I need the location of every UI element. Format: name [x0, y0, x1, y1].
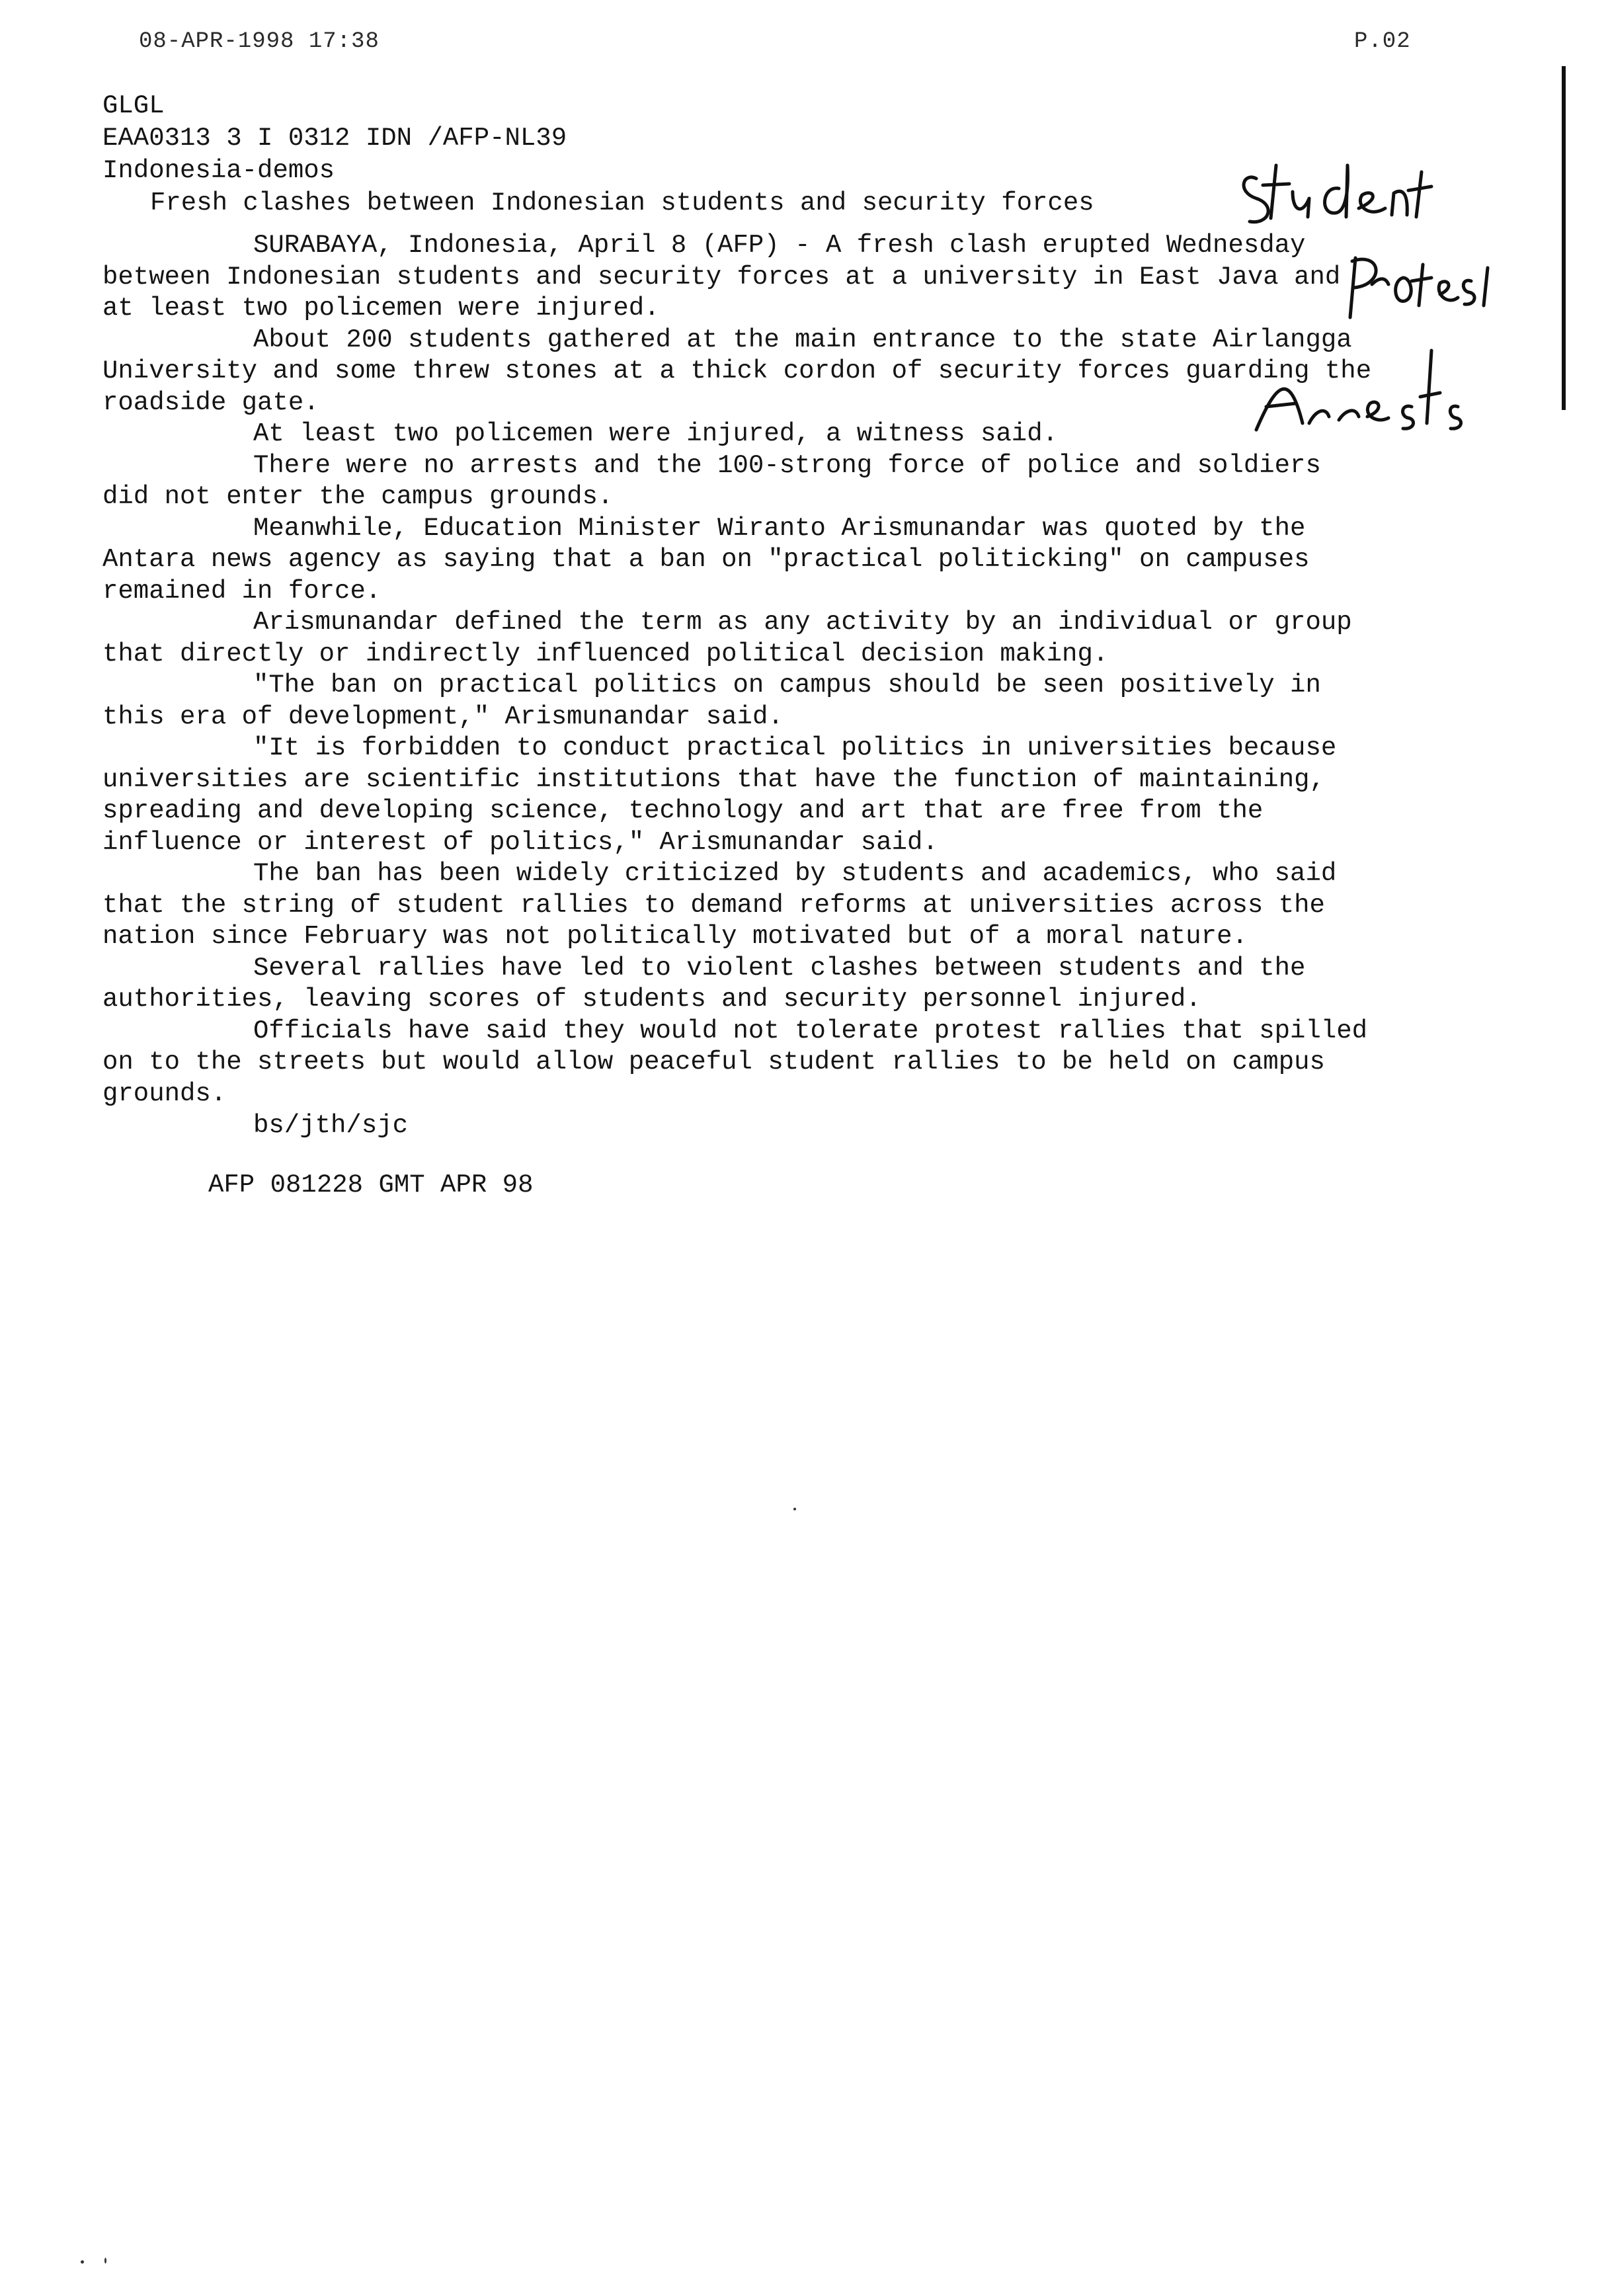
story-title: Fresh clashes between Indonesian students and security forces: [150, 188, 1094, 218]
wire-story: [102, 90, 1379, 1201]
wire-slug: EAA0313 3 I 0312 IDN /AFP-NL39: [102, 124, 567, 153]
signoff: bs/jth/sjc: [253, 1111, 409, 1140]
paragraph-5: Meanwhile, Education Minister Wiranto Arismunandar was quoted by the Antara news agency as saying that a ban on "practical politicking" on campuses remained in force.: [102, 513, 1310, 606]
paragraph-4: There were no arrests and the 100-strong force of police and soldiers did not enter the campus grounds.: [102, 450, 1321, 511]
paragraph-9: The ban has been widely criticized by students and academics, who said that the string of student rallies to demand reforms at universities across the nation since February was not politically motivated but of a moral nature.: [102, 859, 1337, 951]
scan-speck: [793, 1508, 796, 1510]
transmission-stamp: AFP 081228 GMT APR 98: [208, 1170, 534, 1200]
paragraph-10: Several rallies have led to violent clashes between students and the authorities, leaving scores of students and security personnel injured.: [102, 953, 1306, 1014]
paragraph-3: At least two policemen were injured, a witness said.: [253, 419, 1058, 448]
fax-page-number: P.02: [1354, 29, 1411, 54]
paragraph-2: About 200 students gathered at the main entrance to the state Airlangga University and some threw stones at a thick cordon of security forces guarding the roadside gate.: [102, 325, 1372, 417]
scan-speck: [104, 2258, 106, 2264]
wire-code: GLGL: [102, 91, 165, 120]
wire-topic: Indonesia-demos: [102, 156, 335, 185]
handwritten-annotation: [1230, 152, 1508, 443]
paragraph-6: Arismunandar defined the term as any activity by an individual or group that directly or indirectly influenced political decision making.: [102, 608, 1352, 669]
paragraph-11: Officials have said they would not tolerate protest rallies that spilled on to the streets but would allow peaceful student rallies to be held on campus grounds.: [102, 1016, 1368, 1108]
margin-rule: [1562, 66, 1566, 410]
scan-speck: [81, 2260, 84, 2264]
paragraph-1: SURABAYA, Indonesia, April 8 (AFP) - A fresh clash erupted Wednesday between Indonesian students and security forces at a university in East Java and at least two policemen were injured.: [102, 231, 1341, 323]
fax-date-time: 08-APR-1998 17:38: [139, 29, 380, 54]
paragraph-8: "It is forbidden to conduct practical politics in universities because universities are scientific institutions that have the function of maintaining, spreading and developing science, technology and art that are free from the influence or interest of politics," Arismunandar said.: [102, 733, 1337, 857]
paragraph-7: "The ban on practical politics on campus should be seen positively in this era of development," Arismunandar said.: [102, 671, 1321, 731]
